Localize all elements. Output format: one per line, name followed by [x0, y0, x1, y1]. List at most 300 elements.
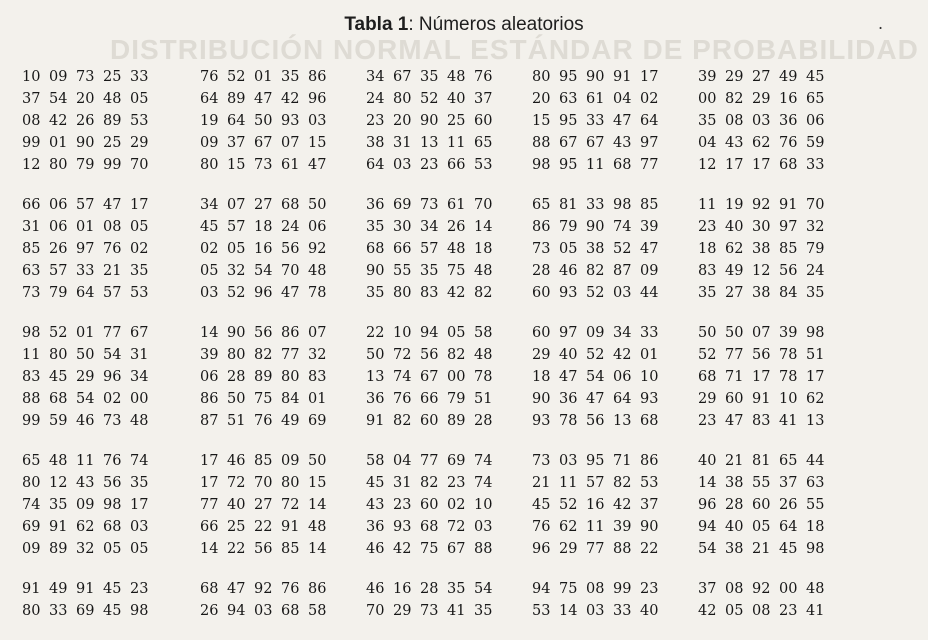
random-number: 26: [49, 241, 68, 257]
random-number: 40: [227, 497, 246, 513]
random-number: 15: [308, 135, 327, 151]
random-number: 17: [752, 157, 771, 173]
number-group: [22, 578, 200, 597]
number-group: [366, 110, 532, 129]
number-group: [698, 322, 864, 341]
random-number: 56: [586, 413, 605, 429]
number-group: [532, 132, 698, 151]
random-number: 06: [613, 369, 632, 385]
random-number: 21: [532, 475, 551, 491]
random-number: 74: [130, 453, 149, 469]
random-number: 20: [76, 91, 95, 107]
random-number: 80: [532, 69, 551, 85]
random-number: 52: [586, 347, 605, 363]
table-row: [22, 516, 864, 538]
random-number: 49: [49, 581, 68, 597]
random-number: 79: [447, 391, 466, 407]
random-number: 56: [420, 347, 439, 363]
random-number: 29: [559, 541, 578, 557]
random-number: 77: [281, 347, 300, 363]
random-number: 72: [393, 347, 412, 363]
random-number: 70: [254, 475, 273, 491]
random-number: 22: [227, 541, 246, 557]
number-group: [532, 282, 698, 301]
random-number: 05: [200, 263, 219, 279]
random-number: 58: [308, 603, 327, 619]
random-number: 57: [420, 241, 439, 257]
random-number: 39: [779, 325, 798, 341]
random-number: 97: [559, 325, 578, 341]
random-number: 57: [586, 475, 605, 491]
random-number: 67: [420, 369, 439, 385]
random-number: 98: [532, 157, 551, 173]
random-number: 06: [806, 113, 825, 129]
random-number: 54: [474, 581, 493, 597]
random-number: 03: [200, 285, 219, 301]
number-group: [366, 66, 532, 85]
random-number: 74: [474, 453, 493, 469]
random-number: 08: [725, 113, 744, 129]
random-number: 68: [420, 519, 439, 535]
number-group: [22, 600, 200, 619]
random-number: 27: [752, 69, 771, 85]
random-number: 67: [130, 325, 149, 341]
random-number: 08: [586, 581, 605, 597]
random-number: 33: [640, 325, 659, 341]
number-group: [22, 410, 200, 429]
random-number: 12: [22, 157, 41, 173]
random-number: 53: [474, 157, 493, 173]
random-number: 73: [420, 197, 439, 213]
random-number: 12: [752, 263, 771, 279]
random-number: 63: [559, 91, 578, 107]
random-number: 01: [308, 391, 327, 407]
number-group: [200, 600, 366, 619]
random-number: 18: [254, 219, 273, 235]
random-number: 08: [22, 113, 41, 129]
number-group: [532, 322, 698, 341]
table-block: [22, 578, 864, 622]
random-number: 82: [613, 475, 632, 491]
random-number: 85: [254, 453, 273, 469]
number-group: [698, 260, 864, 279]
page-title: [0, 14, 928, 36]
random-number: 43: [76, 475, 95, 491]
random-number: 67: [586, 135, 605, 151]
random-number: 96: [532, 541, 551, 557]
random-number: 79: [806, 241, 825, 257]
random-number: 86: [532, 219, 551, 235]
random-number: 77: [640, 157, 659, 173]
random-number: 46: [366, 581, 385, 597]
number-group: [366, 154, 532, 173]
random-number: 89: [49, 541, 68, 557]
random-number: 50: [254, 113, 273, 129]
random-number: 52: [227, 285, 246, 301]
random-number: 42: [613, 497, 632, 513]
random-number: 77: [200, 497, 219, 513]
random-number: 19: [725, 197, 744, 213]
random-number: 45: [200, 219, 219, 235]
random-number: 15: [227, 157, 246, 173]
random-number: 52: [420, 91, 439, 107]
random-number: 23: [366, 113, 385, 129]
random-number: 23: [130, 581, 149, 597]
random-number: 33: [586, 113, 605, 129]
title-text: : Números aleatorios: [408, 14, 584, 35]
random-number: 77: [586, 541, 605, 557]
random-number: 08: [752, 603, 771, 619]
number-group: [200, 538, 366, 557]
random-number: 76: [254, 413, 273, 429]
random-number: 38: [752, 241, 771, 257]
random-number: 16: [393, 581, 412, 597]
random-number: 82: [447, 347, 466, 363]
table-row: [22, 154, 864, 176]
random-number: 14: [200, 325, 219, 341]
random-number: 19: [200, 113, 219, 129]
random-number: 50: [366, 347, 385, 363]
random-number: 35: [420, 263, 439, 279]
random-number: 34: [613, 325, 632, 341]
random-number: 17: [200, 475, 219, 491]
random-number: 31: [393, 135, 412, 151]
random-number: 90: [586, 219, 605, 235]
random-number: 11: [698, 197, 717, 213]
random-number: 51: [227, 413, 246, 429]
random-number: 04: [613, 91, 632, 107]
random-number: 62: [76, 519, 95, 535]
table-row: [22, 366, 864, 388]
random-number: 64: [640, 113, 659, 129]
table-row: [22, 388, 864, 410]
random-number: 92: [254, 581, 273, 597]
random-number: 05: [559, 241, 578, 257]
random-number: 49: [281, 413, 300, 429]
random-number: 75: [420, 541, 439, 557]
number-group: [532, 66, 698, 85]
random-number: 36: [366, 519, 385, 535]
random-number: 82: [474, 285, 493, 301]
random-number: 65: [532, 197, 551, 213]
random-number: 02: [103, 391, 122, 407]
random-number: 64: [366, 157, 385, 173]
number-group: [22, 88, 200, 107]
random-number: 49: [725, 263, 744, 279]
random-number: 96: [103, 369, 122, 385]
random-number: 98: [103, 497, 122, 513]
table-row: [22, 260, 864, 282]
random-number: 53: [532, 603, 551, 619]
random-number: 36: [779, 113, 798, 129]
random-number: 03: [308, 113, 327, 129]
random-number: 93: [393, 519, 412, 535]
table-block: [22, 450, 864, 560]
random-number: 73: [420, 603, 439, 619]
random-number: 20: [393, 113, 412, 129]
random-number: 68: [200, 581, 219, 597]
number-group: [698, 110, 864, 129]
random-number: 29: [532, 347, 551, 363]
random-number: 56: [254, 541, 273, 557]
random-number: 79: [76, 157, 95, 173]
number-group: [22, 472, 200, 491]
random-number: 17: [200, 453, 219, 469]
random-number: 81: [559, 197, 578, 213]
random-number: 43: [725, 135, 744, 151]
random-number: 47: [559, 369, 578, 385]
random-number: 73: [532, 241, 551, 257]
random-number: 29: [76, 369, 95, 385]
random-number: 38: [725, 541, 744, 557]
number-group: [532, 88, 698, 107]
table-row: [22, 494, 864, 516]
number-group: [698, 516, 864, 535]
random-number: 88: [532, 135, 551, 151]
random-number: 22: [254, 519, 273, 535]
random-number: 54: [254, 263, 273, 279]
random-number: 35: [447, 581, 466, 597]
random-number: 91: [49, 519, 68, 535]
table-row: [22, 238, 864, 260]
random-number: 86: [200, 391, 219, 407]
random-number: 10: [22, 69, 41, 85]
number-group: [22, 238, 200, 257]
number-group: [366, 194, 532, 213]
random-number: 97: [640, 135, 659, 151]
random-number: 91: [281, 519, 300, 535]
random-number: 69: [76, 603, 95, 619]
random-number: 00: [779, 581, 798, 597]
number-group: [22, 194, 200, 213]
random-number: 28: [420, 581, 439, 597]
random-number: 16: [586, 497, 605, 513]
number-group: [200, 472, 366, 491]
random-number: 31: [130, 347, 149, 363]
random-number: 50: [76, 347, 95, 363]
random-number: 56: [281, 241, 300, 257]
random-number: 53: [130, 285, 149, 301]
random-number: 66: [420, 391, 439, 407]
random-number: 05: [447, 325, 466, 341]
random-number: 89: [227, 91, 246, 107]
number-group: [366, 282, 532, 301]
random-number: 41: [806, 603, 825, 619]
random-number: 67: [393, 69, 412, 85]
random-number: 70: [806, 197, 825, 213]
random-number: 39: [613, 519, 632, 535]
random-number: 55: [393, 263, 412, 279]
random-number: 52: [613, 241, 632, 257]
random-number: 13: [613, 413, 632, 429]
random-number: 87: [200, 413, 219, 429]
number-group: [22, 260, 200, 279]
random-number: 35: [49, 497, 68, 513]
random-number: 39: [200, 347, 219, 363]
random-number: 42: [613, 347, 632, 363]
random-number: 59: [49, 413, 68, 429]
number-group: [22, 66, 200, 85]
number-group: [22, 366, 200, 385]
random-number: 17: [130, 197, 149, 213]
random-number: 74: [474, 475, 493, 491]
number-group: [366, 132, 532, 151]
random-number: 28: [227, 369, 246, 385]
random-number: 75: [447, 263, 466, 279]
random-number: 36: [366, 391, 385, 407]
random-number: 15: [532, 113, 551, 129]
random-number: 80: [49, 347, 68, 363]
random-number: 11: [22, 347, 41, 363]
random-number: 24: [806, 263, 825, 279]
number-group: [22, 282, 200, 301]
random-number: 98: [130, 603, 149, 619]
title-label: Tabla 1: [344, 14, 409, 35]
random-number: 14: [308, 541, 327, 557]
number-group: [366, 216, 532, 235]
random-number: 40: [725, 219, 744, 235]
random-number: 34: [200, 197, 219, 213]
table-row: [22, 322, 864, 344]
random-number: 68: [366, 241, 385, 257]
random-number: 57: [227, 219, 246, 235]
number-group: [22, 216, 200, 235]
random-number: 44: [806, 453, 825, 469]
random-number: 01: [76, 219, 95, 235]
random-number: 91: [752, 391, 771, 407]
number-group: [698, 132, 864, 151]
random-number: 06: [49, 197, 68, 213]
random-number: 91: [613, 69, 632, 85]
random-number: 29: [393, 603, 412, 619]
table-row: [22, 600, 864, 622]
number-group: [366, 516, 532, 535]
random-number: 91: [76, 581, 95, 597]
number-group: [698, 282, 864, 301]
random-number: 72: [281, 497, 300, 513]
random-number: 13: [806, 413, 825, 429]
random-number: 10: [393, 325, 412, 341]
random-number: 98: [613, 197, 632, 213]
random-number: 62: [559, 519, 578, 535]
random-number: 98: [806, 325, 825, 341]
random-number: 27: [725, 285, 744, 301]
random-number: 64: [613, 391, 632, 407]
random-number: 64: [200, 91, 219, 107]
random-number: 47: [254, 91, 273, 107]
random-number: 13: [420, 135, 439, 151]
random-number: 80: [227, 347, 246, 363]
number-group: [200, 516, 366, 535]
random-number: 51: [806, 347, 825, 363]
random-number: 11: [447, 135, 466, 151]
random-number: 10: [474, 497, 493, 513]
random-number: 39: [640, 219, 659, 235]
random-number: 80: [49, 157, 68, 173]
number-group: [200, 366, 366, 385]
random-number: 89: [447, 413, 466, 429]
number-group: [532, 238, 698, 257]
random-number: 95: [559, 157, 578, 173]
random-number: 32: [227, 263, 246, 279]
random-number: 68: [281, 603, 300, 619]
random-number: 37: [698, 581, 717, 597]
random-number: 32: [806, 219, 825, 235]
random-number: 36: [366, 197, 385, 213]
random-number: 55: [806, 497, 825, 513]
number-group: [532, 538, 698, 557]
random-number: 80: [281, 369, 300, 385]
random-number: 54: [49, 91, 68, 107]
random-number: 65: [22, 453, 41, 469]
random-number: 37: [640, 497, 659, 513]
random-number: 35: [698, 285, 717, 301]
number-group: [366, 238, 532, 257]
random-number: 24: [281, 219, 300, 235]
random-number: 83: [420, 285, 439, 301]
random-number: 92: [752, 581, 771, 597]
random-number: 12: [49, 475, 68, 491]
random-number: 73: [22, 285, 41, 301]
random-number: 11: [586, 519, 605, 535]
random-number: 21: [752, 541, 771, 557]
random-number: 65: [474, 135, 493, 151]
random-number: 82: [586, 263, 605, 279]
random-number: 42: [281, 91, 300, 107]
random-number: 33: [586, 197, 605, 213]
number-group: [366, 88, 532, 107]
random-number: 43: [613, 135, 632, 151]
number-group: [366, 472, 532, 491]
random-number: 37: [474, 91, 493, 107]
table-block: [22, 66, 864, 176]
random-number: 47: [103, 197, 122, 213]
random-number: 68: [49, 391, 68, 407]
random-number: 14: [308, 497, 327, 513]
random-number: 66: [447, 157, 466, 173]
random-number: 09: [49, 69, 68, 85]
number-group: [22, 494, 200, 513]
random-number: 07: [752, 325, 771, 341]
random-number: 85: [640, 197, 659, 213]
random-number: 42: [698, 603, 717, 619]
random-number: 50: [308, 197, 327, 213]
random-number: 97: [76, 241, 95, 257]
random-number: 61: [281, 157, 300, 173]
random-number: 23: [698, 413, 717, 429]
random-number: 52: [49, 325, 68, 341]
number-group: [698, 154, 864, 173]
random-number: 34: [420, 219, 439, 235]
number-group: [698, 538, 864, 557]
random-number: 51: [474, 391, 493, 407]
random-number: 60: [725, 391, 744, 407]
random-number: 80: [393, 91, 412, 107]
random-number: 50: [308, 453, 327, 469]
random-number: 88: [22, 391, 41, 407]
random-number: 47: [308, 157, 327, 173]
random-number: 50: [725, 325, 744, 341]
number-group: [22, 388, 200, 407]
random-number: 34: [366, 69, 385, 85]
random-number: 79: [559, 219, 578, 235]
random-number: 03: [752, 113, 771, 129]
random-number: 83: [752, 413, 771, 429]
background-bleed-text: DISTRIBUCIÓN NORMAL ESTÁNDAR DE PROBABILIDAD: [110, 34, 919, 65]
random-number: 78: [474, 369, 493, 385]
number-group: [698, 494, 864, 513]
random-number: 35: [366, 285, 385, 301]
